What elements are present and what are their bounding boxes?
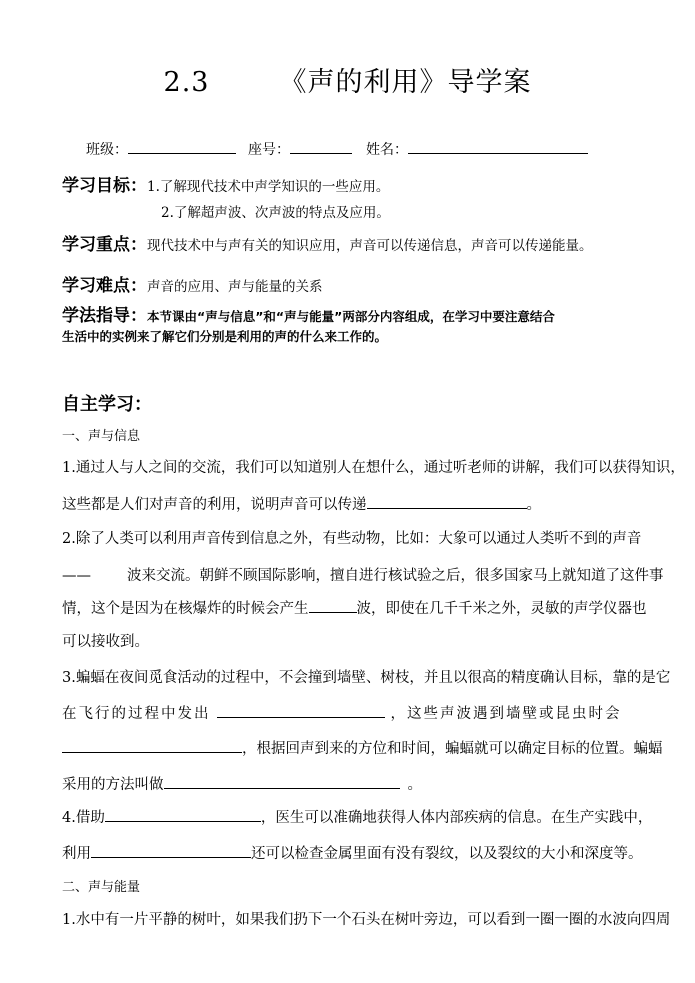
q1-line-1: 1.通过人与人之间的交流，我们可以知道别人在想什么，通过听老师的讲解，我们可以获得知识， xyxy=(62,460,685,476)
q3-text-b: ，这些声波遇到墙壁或昆虫时会 xyxy=(390,706,622,722)
q2-line-2 xyxy=(62,564,664,585)
goals-label: 学习目标： xyxy=(62,176,147,196)
q2-text-c: 情，这个是因为在核爆炸的时候会产生 xyxy=(62,601,309,617)
q2-blank-1[interactable]: —— xyxy=(62,568,91,584)
focus-text: 现代技术中与声有关的知识应用，声音可以传递信息，声音可以传递能量。 xyxy=(147,238,593,254)
method-line-1: 本节课由“声与信息”和“声与能量”两部分内容组成，在学习中要注意结合 xyxy=(147,309,555,324)
method-label: 学法指导： xyxy=(62,306,147,326)
q4-line-1 xyxy=(62,806,652,827)
focus-row xyxy=(62,230,593,255)
focus-label: 学习重点： xyxy=(62,235,147,255)
section-1-title: 一、声与信息 xyxy=(62,429,141,444)
q4-text-b: ，医生可以准确地获得人体内部疾病的信息。在生产实践中， xyxy=(260,810,653,826)
q3-blank-1[interactable] xyxy=(217,703,385,718)
q4-blank-2[interactable] xyxy=(91,843,251,858)
q4-text-c: 利用 xyxy=(62,846,91,862)
q2-line-4: 可以接收到。 xyxy=(62,634,149,650)
q2-line-3 xyxy=(62,597,647,618)
section-2-title: 二、声与能量 xyxy=(62,880,141,895)
q3-line-3 xyxy=(62,737,663,758)
method-line-2: 生活中的实例来了解它们分别是利用的声的什么来工作的。 xyxy=(62,329,388,344)
q2-text-d: 波，即使在几千千米之外，灵敏的声学仪器也 xyxy=(356,601,647,617)
q3-text-e: 。 xyxy=(407,777,422,793)
q1-blank[interactable] xyxy=(367,494,527,509)
self-study-heading: 自主学习： xyxy=(62,394,152,415)
title-name: 《声的利用》导学案 xyxy=(279,67,532,98)
q3-line-4 xyxy=(62,773,422,794)
q2-line-1: 2.除了人类可以利用声音传到信息之外，有些动物，比如：大象可以通过人类听不到的声音 xyxy=(62,531,642,547)
q3-text-d: 采用的方法叫做 xyxy=(62,777,164,793)
difficulty-text: 声音的应用、声与能量的关系 xyxy=(147,279,323,295)
difficulty-row xyxy=(62,271,323,296)
class-label: 班级： xyxy=(86,142,128,158)
q3-text-a: 在飞行的过程中发出 xyxy=(62,706,211,722)
q1-line-2 xyxy=(62,493,541,514)
q4-blank-1[interactable] xyxy=(105,807,261,822)
q3-line-2 xyxy=(62,702,622,723)
goals-item-1: 1.了解现代技术中声学知识的一些应用。 xyxy=(147,179,390,195)
q3-blank-2[interactable] xyxy=(62,738,242,753)
q4-text-d: 还可以检查金属里面有没有裂纹，以及裂纹的大小和深度等。 xyxy=(251,846,643,862)
q1-text-b: 。 xyxy=(526,497,541,513)
seat-label: 座号： xyxy=(248,142,290,158)
goals-row xyxy=(62,171,389,196)
name-field[interactable] xyxy=(408,139,588,154)
q3-line-1: 3.蝙蝠在夜间觅食活动的过程中，不会撞到墙壁、树枝，并且以很高的精度确认目标，靠的是它 xyxy=(62,670,671,686)
q2-text-b: 波来交流。朝鲜不顾国际影响，擅自进行核试验之后，很多国家马上就知道了这件事 xyxy=(127,568,664,584)
method-row xyxy=(62,301,555,326)
name-label: 姓名： xyxy=(366,142,408,158)
q2-blank-2[interactable] xyxy=(309,598,357,613)
seat-field[interactable] xyxy=(290,139,352,154)
class-field[interactable] xyxy=(128,139,236,154)
q4-line-2 xyxy=(62,842,643,863)
title-number: 2.3 xyxy=(163,67,210,98)
q4-text-a: 4.借助 xyxy=(62,810,105,826)
q3-blank-3[interactable] xyxy=(164,774,400,789)
q1-text-a: 这些都是人们对声音的利用，说明声音可以传递 xyxy=(62,497,367,513)
student-info-row xyxy=(86,139,588,159)
page-title xyxy=(0,60,695,99)
q3-text-c: ，根据回声到来的方位和时间，蝙蝠就可以确定目标的位置。蝙蝠 xyxy=(242,741,663,757)
difficulty-label: 学习难点： xyxy=(62,276,147,296)
q5-line-1: 1.水中有一片平静的树叶，如果我们扔下一个石头在树叶旁边，可以看到一圈一圈的水波向四周 xyxy=(62,912,671,928)
goals-item-2: 2.了解超声波、次声波的特点及应用。 xyxy=(161,205,390,221)
